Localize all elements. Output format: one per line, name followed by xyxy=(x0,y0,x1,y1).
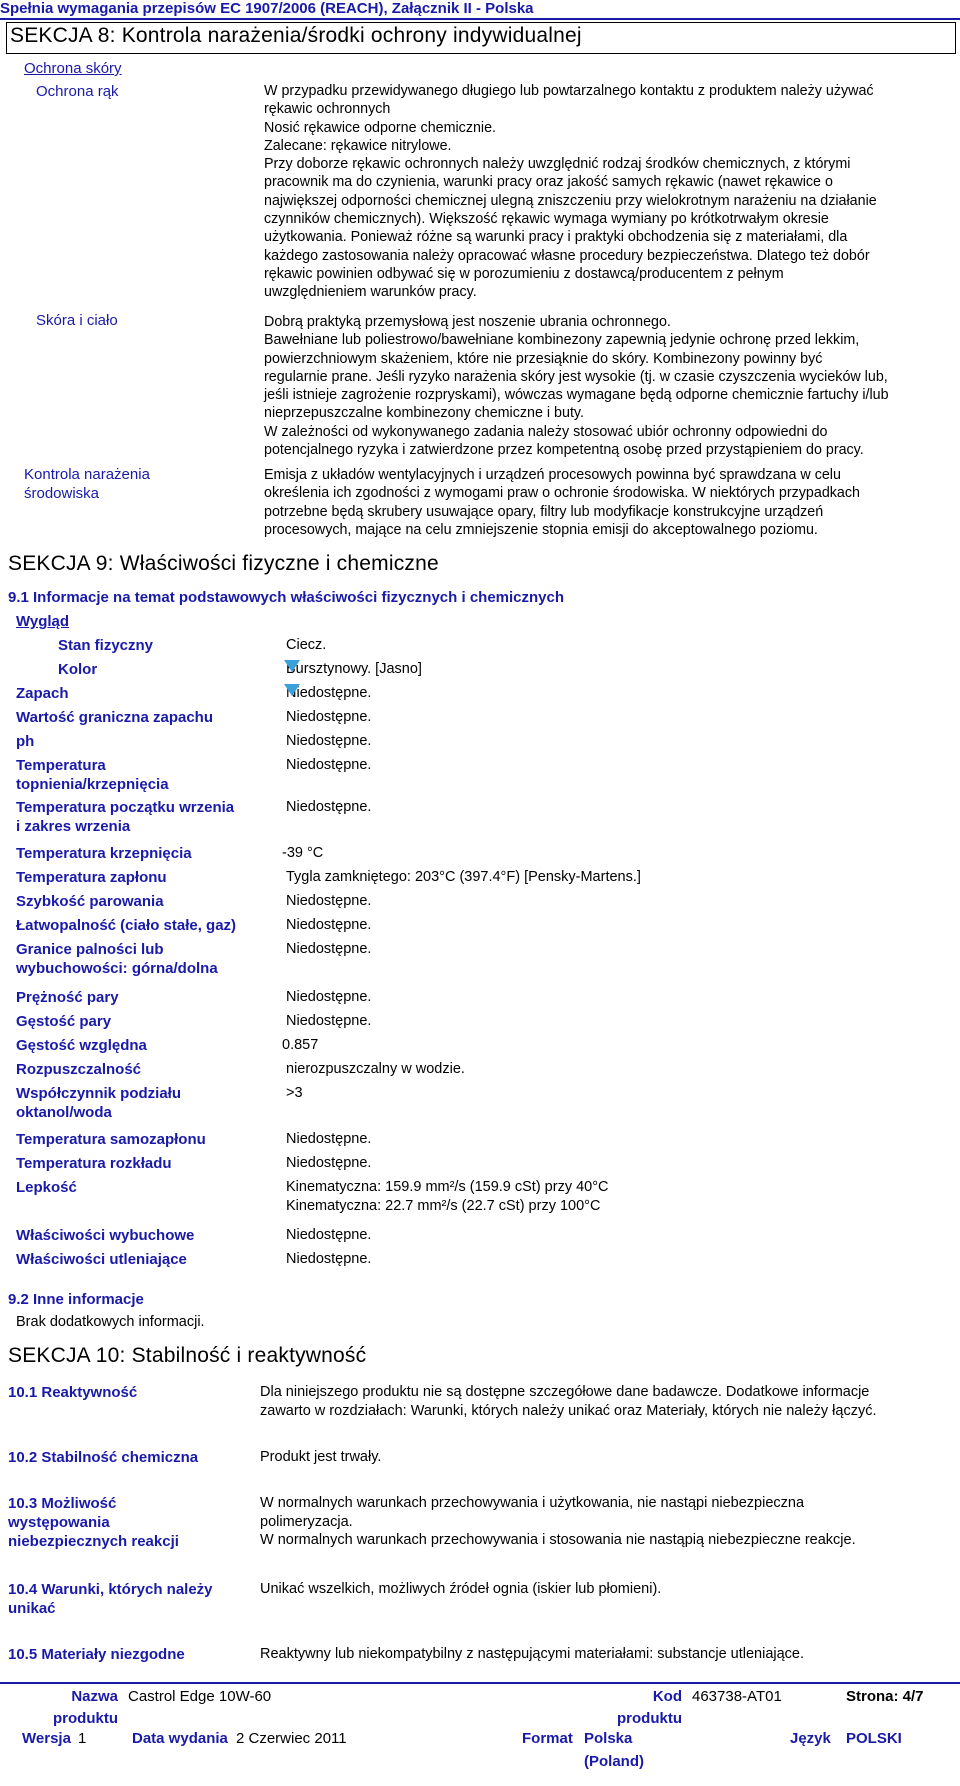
environment-control-label: Kontrola narażenia środowiska xyxy=(24,466,150,502)
property-label: Temperatura krzepnięcia xyxy=(16,845,192,862)
body-protection-text xyxy=(264,313,954,459)
property-value: Niedostępne. xyxy=(286,989,372,1005)
stability-value: Produkt jest trwały. xyxy=(260,1449,382,1465)
text-line: nieprzepuszczalne kombinezony chemiczne i buty. xyxy=(264,405,584,422)
text-line: określenia ich zgodności z wymogami praw o ochronie środowiska. W niektórych przypadkach xyxy=(264,485,860,502)
text-line: czynników chemicznych). Większość rękawic wymaga wymiany po krótkotrwałym okresie xyxy=(264,211,829,228)
property-value: Tygla zamkniętego: 203°C (397.4°F) [Pensky-Martens.] xyxy=(286,869,641,885)
text-line: pracownik ma do czynienia, warunki pracy oraz jakość samych rękawic (nawet rękawice o xyxy=(264,174,833,191)
text-line: W przypadku przewidywanego długiego lub powtarzalnego kontaktu z produktem należy używać xyxy=(264,83,874,99)
property-label: Łatwopalność (ciało stałe, gaz) xyxy=(16,917,237,934)
text-line: regularnie prane. Jeśli ryzyko narażenia skóry jest wysokie (tj. w czasie czyszczenia wycieków lub, xyxy=(264,368,888,385)
hand-protection-label: Ochrona rąk xyxy=(36,83,119,100)
property-value: Niedostępne. xyxy=(286,1227,372,1243)
format-value-2: (Poland) xyxy=(584,1753,644,1770)
compliance-header: Spełnia wymagania przepisów EC 1907/2006 (REACH), Załącznik II - Polska xyxy=(0,0,534,17)
stability-label: 10.1 Reaktywność xyxy=(8,1384,138,1401)
format-label: Format xyxy=(522,1730,573,1747)
property-label: ph xyxy=(16,733,35,750)
product-code-label: Kod xyxy=(652,1688,682,1705)
version-value: 1 xyxy=(78,1730,87,1747)
environment-control-text xyxy=(264,466,954,539)
language-label: Język xyxy=(790,1730,831,1747)
hand-protection-text xyxy=(264,82,954,302)
skin-protection-label: Ochrona skóry xyxy=(24,60,122,77)
property-label: Szybkość parowania xyxy=(16,893,164,910)
text-line: potencjalnego ryzyka i zatwierdzone przez kompetentną osobę przed przystąpieniem do pracy. xyxy=(264,442,864,459)
stability-value: Dla niniejszego produktu nie są dostępne szczegółowe dane badawcze. Dodatkowe informacje zawarto w rozdziałach: Warunki, których należy unikać oraz Materiały, których nie należy łączyć. xyxy=(260,1384,877,1419)
text-line: jeśli istnieje zagrożenie rozpryskami), wówczas wymagane będą odporne chemicznie fartuchy i/lub xyxy=(264,387,889,404)
appearance-label: Wygląd xyxy=(16,613,70,630)
property-label: Granice palności lub wybuchowości: górna/dolna xyxy=(16,941,218,977)
text-line: uwzględnieniem warunków pracy. xyxy=(264,284,477,301)
stability-label: 10.4 Warunki, których należy unikać xyxy=(8,1581,213,1617)
property-value: Niedostępne. xyxy=(286,1131,372,1147)
section9-title: SEKCJA 9: Właściwości fizyczne i chemiczne xyxy=(8,552,439,575)
stability-value: W normalnych warunkach przechowywania i użytkowania, nie nastąpi niebezpieczna polimeryzacja. W normalnych warunkach przechowywania i stosowania nie nastąpią niebezpieczne reakcje. xyxy=(260,1495,856,1548)
property-label: Temperatura samozapłonu xyxy=(16,1131,206,1148)
text-line: W zależności od wykonywanego zadania należy stosować ubiór ochronny odpowiedni do xyxy=(264,423,828,440)
property-value: nierozpuszczalny w wodzie. xyxy=(286,1061,465,1077)
text-line: potrzebne będą skrubery usuwające opary, filtry lub modyfikacje konstrukcyjne urządzeń xyxy=(264,503,824,520)
property-label: Kolor xyxy=(58,661,98,678)
stability-label: 10.2 Stabilność chemiczna xyxy=(8,1449,199,1466)
product-code: 463738-AT01 xyxy=(692,1688,782,1705)
property-label: Gęstość względna xyxy=(16,1037,147,1054)
product-name-label-2: produktu xyxy=(53,1710,118,1727)
stability-value: Unikać wszelkich, możliwych źródeł ognia (iskier lub płomieni). xyxy=(260,1581,662,1597)
text-line: Zalecane: rękawice nitrylowe. xyxy=(264,137,452,154)
text-line: Przy doborze rękawic ochronnych należy uwzględnić rodzaj środków chemicznych, z którymi xyxy=(264,156,851,173)
section8-title: SEKCJA 8: Kontrola narażenia/środki ochrony indywidualnej xyxy=(10,24,582,47)
property-label: Temperatura początku wrzenia i zakres wrzenia xyxy=(16,799,235,835)
section9-1-heading: 9.1 Informacje na temat podstawowych właściwości fizycznych i chemicznych xyxy=(8,589,565,606)
property-label: Właściwości utleniające xyxy=(16,1251,187,1268)
section10-title: SEKCJA 10: Stabilność i reaktywność xyxy=(8,1344,367,1367)
text-line: największej odporności chemicznej ulegną zniszczeniu przy wielokrotnym narażeniu na działanie xyxy=(264,192,877,209)
product-code-label-2: produktu xyxy=(617,1710,682,1727)
property-label: Temperatura zapłonu xyxy=(16,869,167,886)
footer-rule xyxy=(0,1682,960,1684)
product-name: Castrol Edge 10W-60 xyxy=(128,1688,272,1705)
section9-2-heading: 9.2 Inne informacje xyxy=(8,1291,144,1308)
text-line: rękawic ochronnych xyxy=(264,101,391,118)
property-label: Gęstość pary xyxy=(16,1013,112,1030)
property-value: Niedostępne. xyxy=(286,799,372,815)
text-line: powierzchniowym skażeniem, które nie przesiąknie do skóry. Kombinezony powinny być xyxy=(264,350,823,367)
text-line: Bawełniane lub poliestrowo/bawełniane kombinezony zapewnią jedynie ochronę przed lekkim, xyxy=(264,332,860,349)
text-line: procesowych, mające na celu zmniejszenie stopnia emisji do akceptowalnego poziomu. xyxy=(264,521,818,538)
property-label: Rozpuszczalność xyxy=(16,1061,142,1078)
property-label: Prężność pary xyxy=(16,989,119,1006)
property-label: Zapach xyxy=(16,685,69,702)
property-label: Wartość graniczna zapachu xyxy=(16,709,213,726)
property-value: Niedostępne. xyxy=(286,1251,372,1267)
stability-label: 10.3 Możliwość występowania niebezpiecznych reakcji xyxy=(8,1495,179,1550)
property-label: Temperatura topnienia/krzepnięcia xyxy=(16,757,169,793)
property-value: Niedostępne. xyxy=(286,917,372,933)
property-label: Temperatura rozkładu xyxy=(16,1155,172,1172)
stability-value: Reaktywny lub niekompatybilny z następującymi materiałami: substancje utleniające. xyxy=(260,1646,805,1662)
marker-icon xyxy=(284,684,300,696)
text-line: użytkowania. Ponieważ różne są warunki pracy i praktyki obchodzenia się z materiałami, dla xyxy=(264,229,848,246)
property-value: 0.857 xyxy=(282,1037,319,1053)
other-info-text: Brak dodatkowych informacji. xyxy=(16,1314,205,1330)
header-rule xyxy=(0,18,960,20)
property-value: Niedostępne. xyxy=(286,941,372,957)
issue-date-label: Data wydania xyxy=(132,1730,228,1747)
property-label: Stan fizyczny xyxy=(58,637,154,654)
property-value: Kinematyczna: 159.9 mm²/s (159.9 cSt) przy 40°C Kinematyczna: 22.7 mm²/s (22.7 cSt) przy 100°C xyxy=(286,1179,609,1214)
product-name-label: Nazwa xyxy=(71,1688,118,1705)
property-value: Bursztynowy. [Jasno] xyxy=(286,661,422,677)
language-value: POLSKI xyxy=(846,1730,902,1747)
property-label: Współczynnik podziału oktanol/woda xyxy=(16,1085,182,1121)
text-line: Nosić rękawice odporne chemicznie. xyxy=(264,119,497,136)
text-line: Dobrą praktyką przemysłową jest noszenie ubrania ochronnego. xyxy=(264,314,671,330)
property-value: Niedostępne. xyxy=(286,1155,372,1171)
property-value: Niedostępne. xyxy=(286,1013,372,1029)
format-value: Polska xyxy=(584,1730,633,1747)
stability-label: 10.5 Materiały niezgodne xyxy=(8,1646,185,1663)
property-value: Niedostępne. xyxy=(286,685,372,701)
property-value: Niedostępne. xyxy=(286,757,372,773)
property-value: Niedostępne. xyxy=(286,733,372,749)
text-line: Emisja z układów wentylacyjnych i urządzeń procesowych powinna być sprawdzana w celu xyxy=(264,467,841,483)
property-value: >3 xyxy=(286,1085,303,1101)
issue-date: 2 Czerwiec 2011 xyxy=(236,1730,347,1747)
property-value: Niedostępne. xyxy=(286,893,372,909)
page-number: Strona: 4/7 xyxy=(846,1688,924,1705)
property-label: Lepkość xyxy=(16,1179,77,1196)
text-line: rękawic powinien odbywać się w porozumieniu z dostawcą/producentem z pełnym xyxy=(264,265,784,282)
version-label: Wersja xyxy=(22,1730,71,1747)
property-value: Niedostępne. xyxy=(286,709,372,725)
property-label: Właściwości wybuchowe xyxy=(16,1227,195,1244)
text-line: każdego zastosowania należy opracować własne procedury bezpieczeństwa. Dlatego też dobór xyxy=(264,247,870,264)
body-protection-label: Skóra i ciało xyxy=(36,312,118,329)
property-value: Ciecz. xyxy=(286,637,327,653)
property-value: -39 °C xyxy=(282,845,324,861)
marker-icon xyxy=(284,660,300,672)
